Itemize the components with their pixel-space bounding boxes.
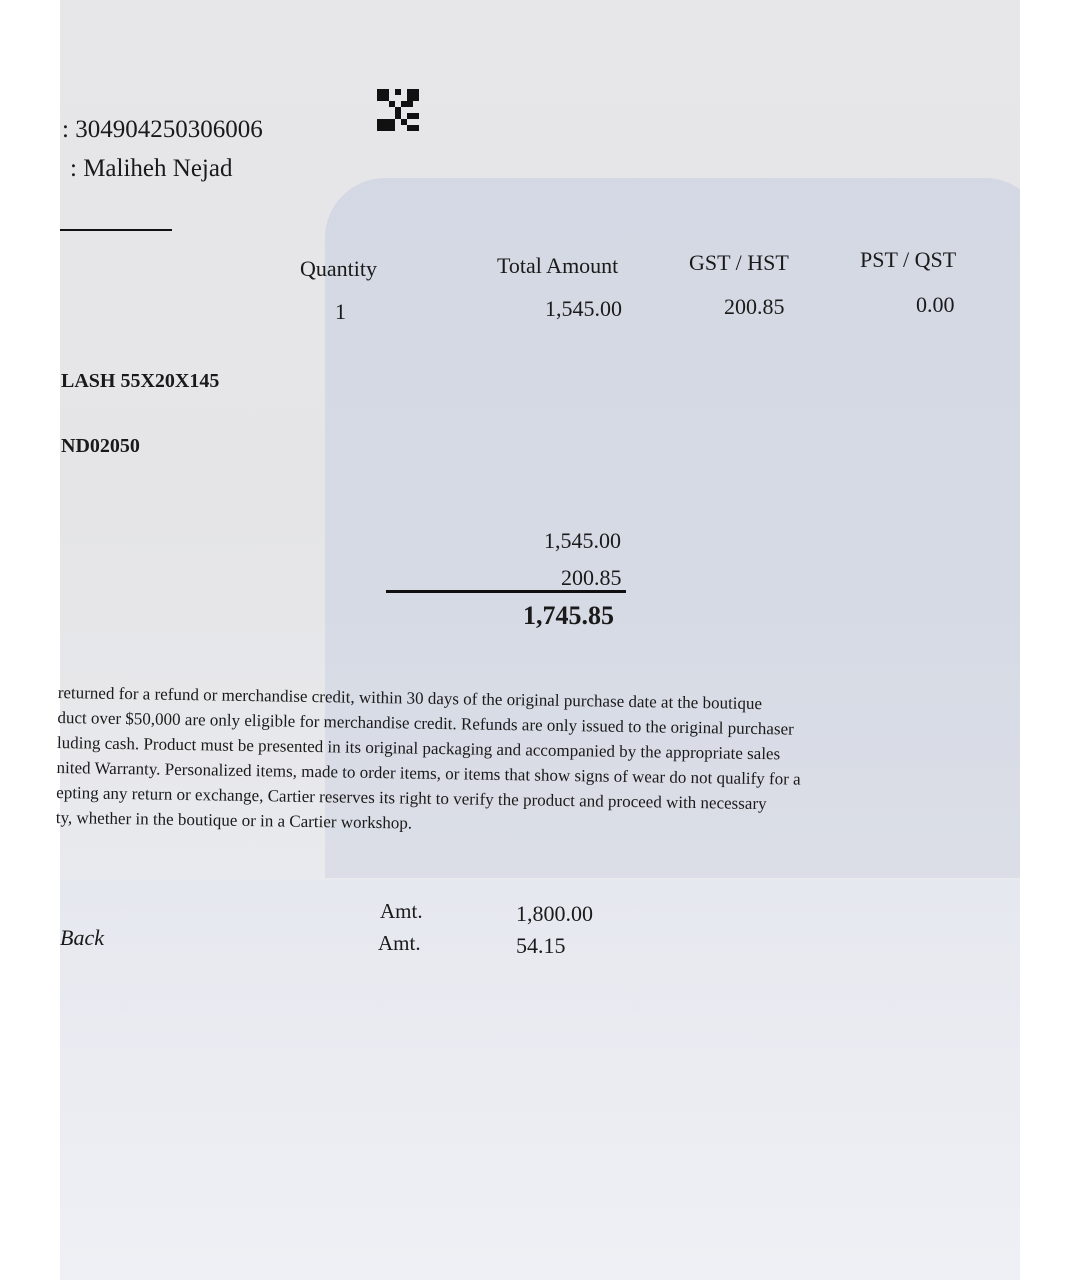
grand-total-value: 1,745.85 [523,601,614,630]
subtotal-value: 1,545.00 [544,528,621,553]
item-description: LASH 55X20X145 [61,370,220,392]
payment-amt-label-1: Amt. [380,899,423,923]
payment-label-back: Back [60,925,104,950]
column-gst-hst: GST / HST [689,250,789,275]
policy-line: ty, whether in the boutique or in a Cartier workshop. [55,807,413,833]
policy-line: duct over $50,000 are only eligible for merchandise credit. Refunds are only issued to the original purchaser [57,707,794,739]
qr-code-icon [377,89,419,131]
column-pst-qst: PST / QST [860,247,957,272]
policy-line: luding cash. Product must be presented in its original packaging and accompanied by the appropriate sales [56,732,781,764]
policy-line: returned for a refund or merchandise credit, within 30 days of the original purchase date at the boutique [57,682,763,714]
customer-name: : Maliheh Nejad [70,155,233,182]
column-total-amount: Total Amount [497,253,619,278]
item-code: ND02050 [61,435,140,457]
row-gst-hst: 200.85 [724,294,785,319]
column-quantity: Quantity [300,256,377,281]
row-pst-qst: 0.00 [916,292,955,317]
totals-divider [386,590,626,593]
payment-amt-value-1: 1,800.00 [516,901,593,926]
receipt-paper [57,0,1020,1280]
return-policy [56,680,958,844]
row-total-amount: 1,545.00 [545,296,622,321]
receipt-number: : 304904250306006 [62,116,263,143]
payment-amt-value-2: 54.15 [516,933,566,958]
policy-line: epting any return or exchange, Cartier reserves its right to verify the product and proceed with necessary [56,782,767,814]
tax-value: 200.85 [561,565,622,590]
payment-amt-label-2: Amt. [378,931,421,955]
policy-line: nited Warranty. Personalized items, made to order items, or items that show signs of wear do not qualify for a [56,757,801,789]
header-divider [60,229,172,231]
row-quantity: 1 [335,299,346,324]
